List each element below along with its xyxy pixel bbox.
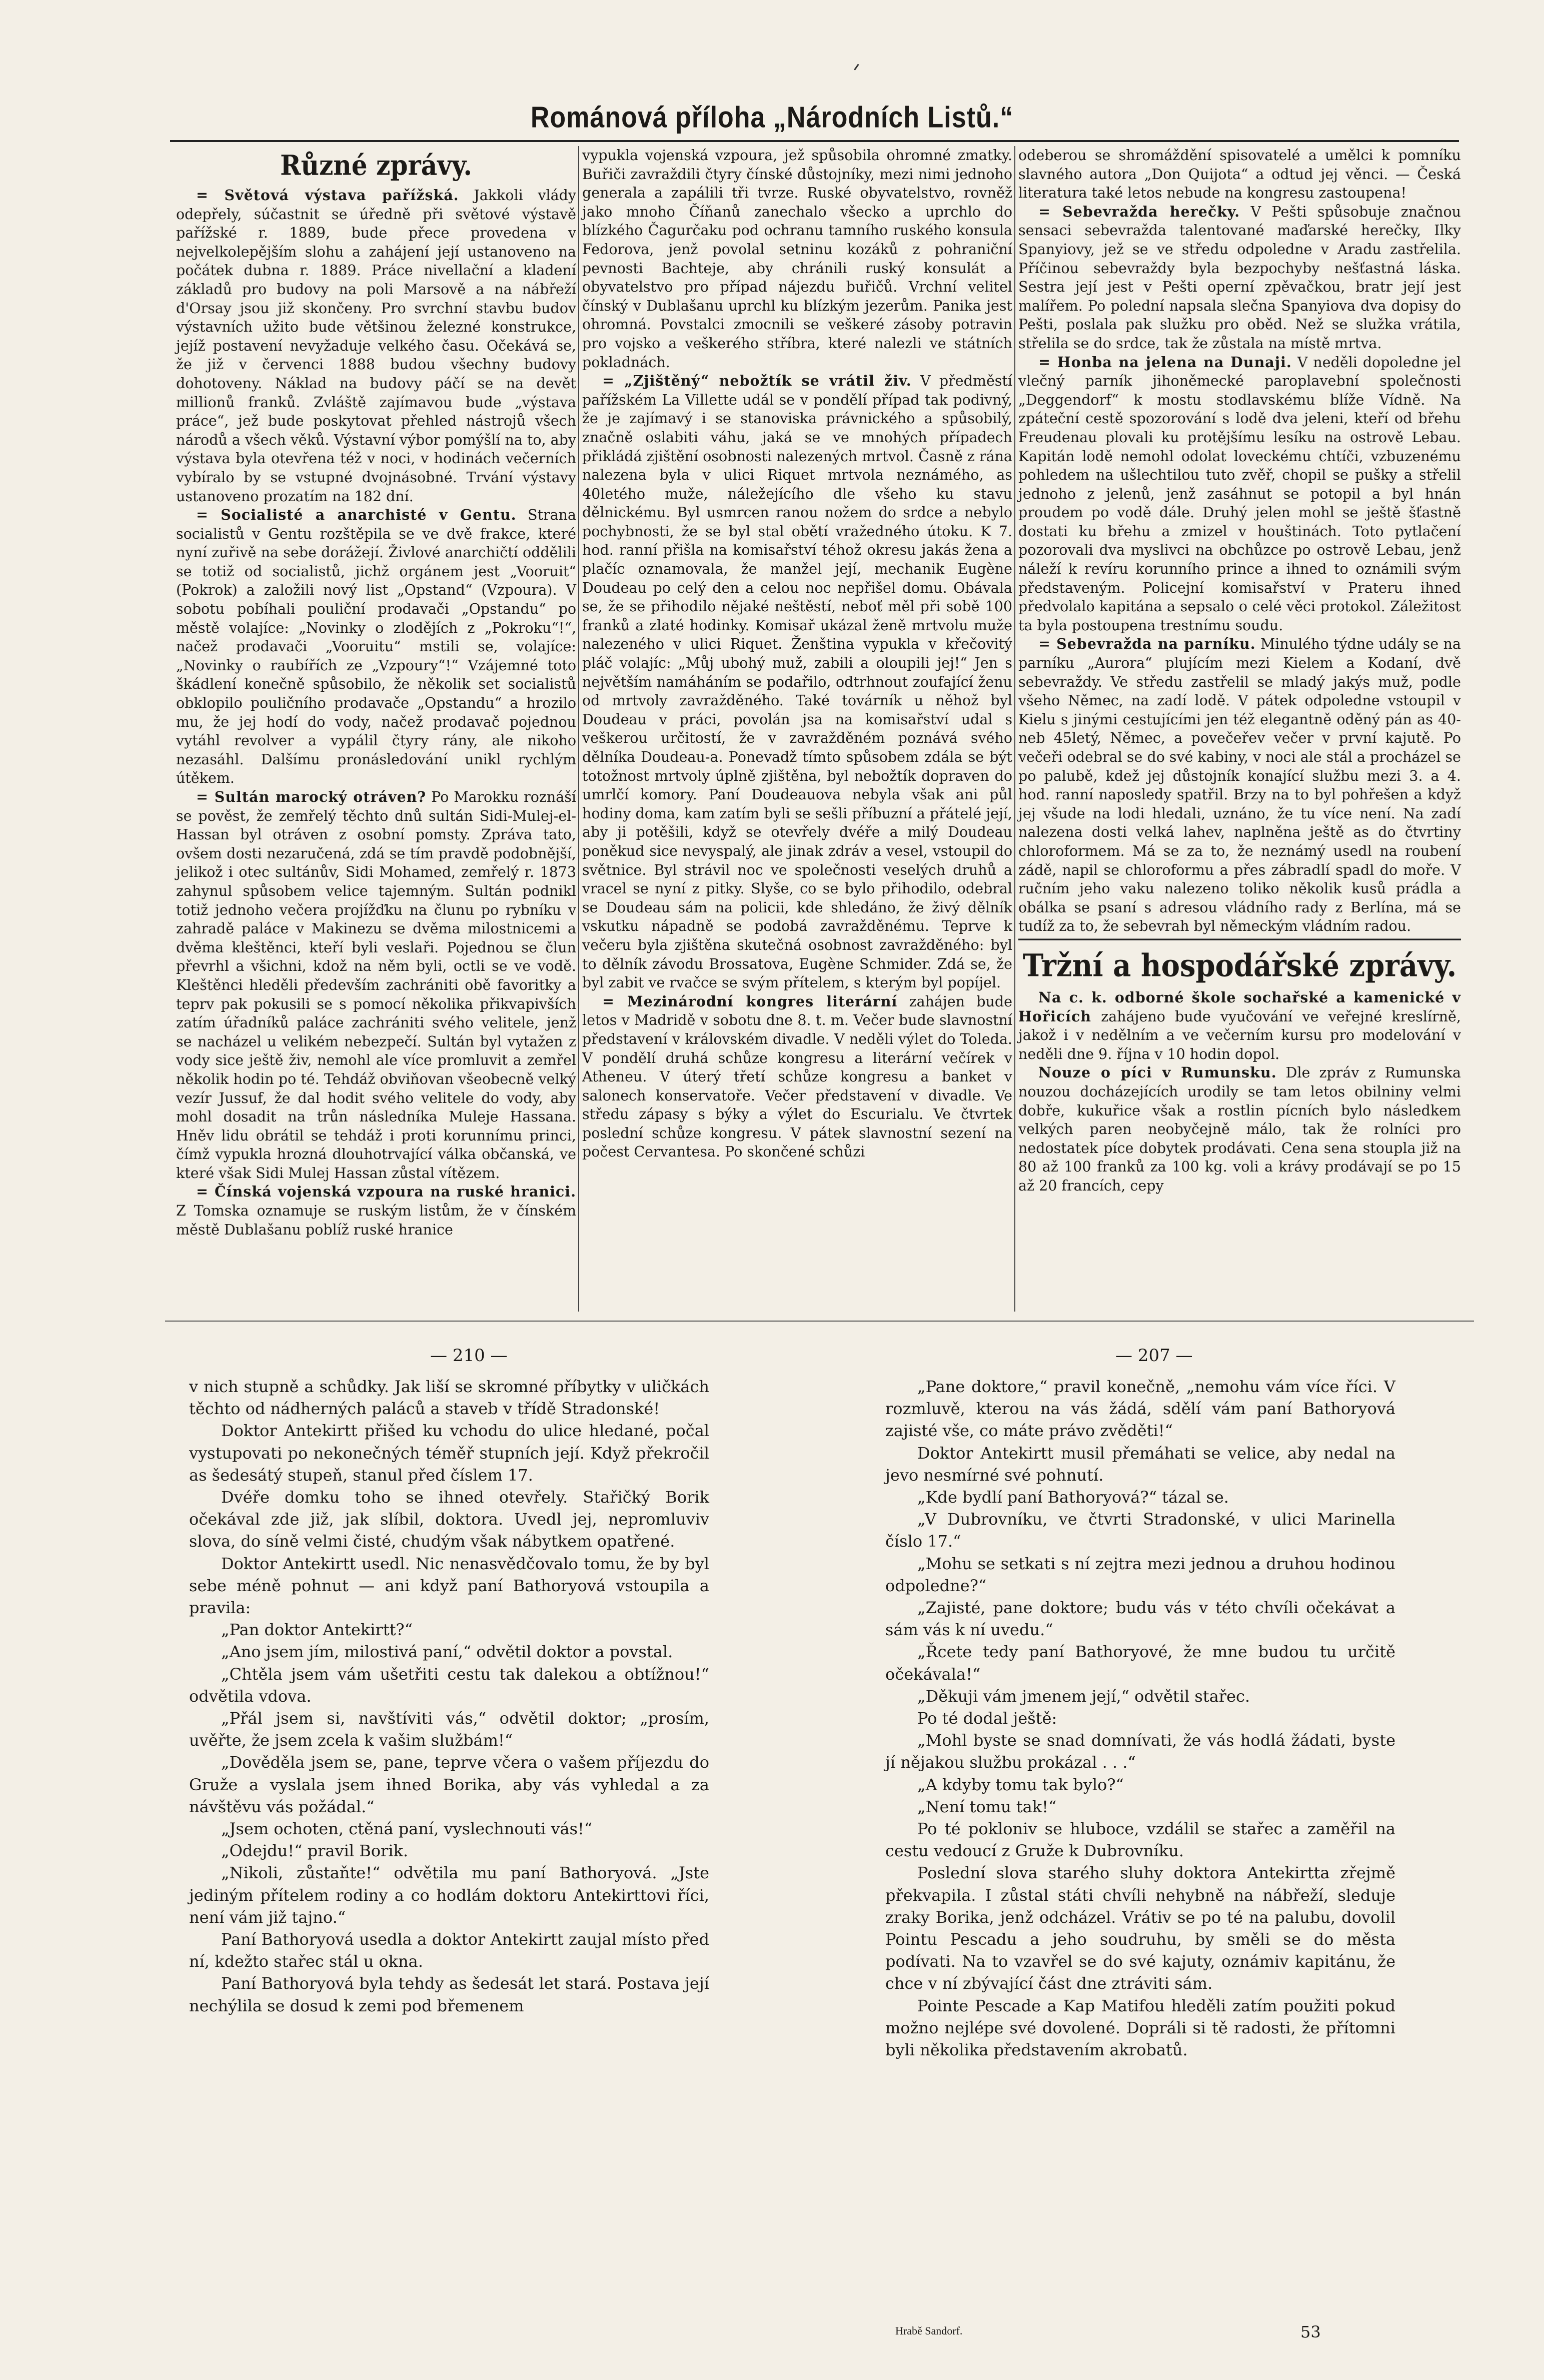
page-separator: [165, 1321, 1474, 1322]
news-item-text: Po Marokku roznáší se pověst, že zemřelý těchto dnů sultán Sidi-Mulej-el-Hassan byl otráven z osobní pomsty. Zpráva tato, ovšem dosti nezaručená, zdá se tím pravdě podobnější, jelikož i otec sultánův, Sidi Mohamed, zemřelý r. 1873 zahynul spůsobem velice tajemným. Sultán podnikl totiž jednoho večera projížďku na člunu po rybníku v zahradě paláce v Makinezu se dvěma milostnicemi a dvěma kleštěnci, kteří byli veslaři. Pojednou se člun převrhl a všichni, kdož na něm byli, octli se ve vodě. Kleštěnci hleděli především zachrániti obě favoritky a teprv pak pokusili se s pomocí několika přikvapivších zatím úřadníků paláce zachrániti svého velitele, jenž se nacházel u velikém nebezpečí. Sultán byl vytažen z vody sice ještě živ, nemohl ale více promluvit a zemřel několik hodin po té. Tehdáž obviňovan všeobecně velký vezír Jussuf, že dal hodit svého velitele do vody, aby mohl dosadit na trůn následníka Muleje Hassana. Hněv lidu obrátil se tehdáž i proti korunnímu princi, čímž vypukla hrozná dlouhotrvající válka občanská, ve které však Sidi Mulej Hassan zůstal vítězem.: [176, 789, 576, 1181]
news-item-heading: Na c. k. odborné škole sochařské a kamenické v Hořicích: [1018, 988, 1461, 1025]
novel-paragraph: Doktor Antekirtt usedl. Nic nenasvědčovalo tomu, že by byl sebe méně pohnut — ani když paní Bathoryová vstoupila a pravila:: [189, 1554, 709, 1618]
column-2: [582, 146, 1012, 1161]
novel-paragraph: „Nikoli, zůstaňte!“ odvětila mu paní Bathoryová. „Jste jediným přítelem rodiny a co hodlám doktoru Antekirttovi říci, není vám již tajno.“: [189, 1863, 709, 1927]
news-item: [1018, 635, 1461, 936]
news-item-heading: Nouze o píci v Rumunsku.: [1038, 1064, 1277, 1081]
novel-paragraph: „Řcete tedy paní Bathoryové, že mne budou tu určitě očekávala!“: [885, 1642, 1395, 1684]
novel-paragraph: „A kdyby tomu tak bylo?“: [917, 1775, 1124, 1794]
novel-paragraph: „Není tomu tak!“: [917, 1797, 1057, 1816]
news-item: [1018, 146, 1461, 203]
footer-author: Hrabě Sandorf.: [895, 2324, 963, 2337]
section-title: Různé zprávy.: [280, 149, 472, 182]
news-item-text: V Pešti spůsobuje značnou sensaci sebevražda talentované maďarské herečky, Ilky Spanyiovy, jež se ve středu odpoledne v Aradu zastřelila. Příčinou sebevraždy byla bezpochyby nešťastná láska. Sestra její jest v Pešti operní zpěvačkou, bratr její jest malířem. Po polední napsala slečna Spanyiova dva dopisy do Pešti, poslala pak služku pro oběd. Než se služka vrátila, střelila se do srdce, tak že zůstala na místě mrtva.: [1018, 203, 1461, 352]
novel-paragraph: „Pane doktore,“ pravil konečně, „nemohu vám více říci. V rozmluvě, kterou na vás žádá, sdělí vám paní Bathoryová zajisté vše, co máte právo zvěděti!“: [885, 1377, 1395, 1441]
novel-paragraph: „Zajisté, pane doktore; budu vás v této chvíli očekávat a sám vás k ní uvedu.“: [885, 1598, 1395, 1640]
novel-paragraph: „Mohl byste se snad domnívati, že vás hodlá žádati, byste jí nějakou službu prokázal . . .“: [885, 1731, 1395, 1772]
column-divider: [578, 146, 579, 1312]
novel-column-left: [189, 1376, 709, 2017]
news-item: [1018, 203, 1461, 353]
masthead: Románová příloha „Národních Listů.“: [530, 101, 1014, 135]
page-number-left: — 210 —: [430, 1346, 508, 1366]
novel-paragraph: „Mohu se setkati s ní zejtra mezi jednou a druhou hodinou odpoledne?“: [885, 1554, 1395, 1595]
news-item-text: Jakkoli vlády odepřely, súčastnit se úředně při světové výstavě pařížské r. 1889, bude přece provedena v nejvelkolepějším slohu a zahájení její ustanoveno na počátek dubna r. 1889. Práce nivellační a kladení základů pro budovy na poli Marsově a na nábřeží d'Orsay jsou již skončeny. Pro svrchní stavbu budov výstavních užito bude většinou železné konstrukce, jejíž postavení nevyžaduje velkého času. Očekává se, že již v červenci 1888 budou všechny budovy dohotoveny. Náklad na budovy páčí se na devět millionů franků. Zvláště zajímavou bude „výstava práce“, jež bude poskytovat přehled nástrojů všech národů a všech věků. Výstavní výbor pomýšlí na to, aby výstava byla otevřena též v noci, v hodinách večerních vybíralo by se vstupné dvojnásobné. Trvání výstavy ustanoveno prozatím na 182 dní.: [176, 187, 576, 505]
novel-paragraph: „Dověděla jsem se, pane, teprve včera o vašem příjezdu do Gruže a vyslala jsem ihned Borika, aby vás vyhledal a za návštěvu vás požádal.“: [189, 1753, 709, 1816]
column-1: [176, 146, 576, 1239]
novel-paragraph: Doktor Antekirtt přišed ku vchodu do ulice hledané, počal vystupovati po nekonečných téměř stupních její. Když překročil as šedesátý stupeň, stanul před číslem 17.: [189, 1421, 709, 1485]
novel-paragraph: Pointe Pescade a Kap Matifou hleděli zatím použiti pokud možno nejlépe své dovolené. Dopráli si tě radosti, že přítomni byli několika představením akrobatů.: [885, 1996, 1395, 2060]
novel-paragraph: Paní Bathoryová byla tehdy as šedesát let stará. Postava její nechýlila se dosud k zemi pod břemenem: [189, 1974, 709, 2015]
news-item-heading: = „Zjištěný“ nebožtík se vrátil živ.: [602, 372, 912, 390]
novel-paragraph: „Odejdu!“ pravil Borik.: [221, 1841, 409, 1861]
news-item: [176, 506, 576, 788]
novel-paragraph: Doktor Antekirtt musil přemáhati se velice, aby nedal na jevo nesmírné své pohnutí.: [885, 1443, 1395, 1485]
novel-paragraph: v nich stupně a schůdky. Jak liší se skromné příbytky v uličkách těchto od nádherných paláců a staveb v třídě Stradonské!: [189, 1377, 709, 1419]
news-item: [176, 1182, 576, 1239]
news-item-text: Z Tomska oznamuje se ruským listům, že v čínském městě Dublašanu poblíž ruské hranice: [176, 1203, 576, 1238]
news-item-text: zahájen bude letos v Madridě v sobotu dne 8. t. m. Večer bude slavnostní představení v královském divadle. V neděli výlet do Toleda. V pondělí druhá schůze kongresu a literární večírek v Atheneu. V úterý třetí schůze kongresu a banket v salonech konservatoře. Večer představení v divadle. Ve středu zápasy s býky a výlet do Escurialu. Ve čtvrtek poslední schůze kongresu. V pátek slavnostní sezení na počest Cervantesa. Po skončené schůzi: [582, 993, 1012, 1160]
news-item: [176, 788, 576, 1182]
news-item-text: V předměstí pařížském La Villette udál se v pondělí případ tak podivný, že je zajímavý i se stanoviska právnického a spůsobilý, značně oslabiti váhu, jaká se ve mnohých případech přikládá zjištění osobnosti nalezených mrtvol. Časně z rána nalezena byla v ulici Riquet mrtvola neznámého, as 40letého muže, náležejícího dle všeho ku stavu dělnickému. Byl usmrcen ranou nožem do srdce a nebylo pochybnosti, že se byl stal obětí vražedného útoku. K 7. hod. ranní přišla na komisařství téhož okresu jakás žena a plačíc oznamovala, že manžel její, mechanik Eugène Doudeau po celý den a celou noc nepřišel domu. Obávala se, že se přihodilo nějaké neštěstí, neboť měl při sobě 100 franků a zlaté hodinky. Komisař ukázal ženě mrtvolu muže nalezeného v ulici Riquet. Ženština vypukla v křečovitý pláč volajíc: „Můj ubohý muž, zabili a oloupili jej!“ Jen s největším namáháním se podařilo, odtrhnout zoufající ženu od mrtvoly zavražděného. Také továrník u něhož byl Doudeau v práci, povolán jsa na komisařství udal s veškerou určitostí, že v zavražděném poznává svého dělníka Doudeau-a. Ponevadž tímto spůsobem zdála se být totožnost mrtvoly úplně zjištěna, byl nebožtík dopraven do umrlčí komory. Paní Doudeauova nebyla však ani půl hodiny doma, kam zatím byli se sešli příbuzní a přátelé její, aby ji potěšili, když se otevřely dvéře a milý Doudeau poněkud sice nevyspalý, ale jinak zdráv a vesel, vstoupil do světnice. Byl strávil noc ve společnosti veselých druhů a vracel se nyní z pitky. Slyše, co se bylo přihodilo, odebral se Doudeau sám na policii, kde shledáno, že živý dělník vskutku nápadně se podobá zavražděnému. Teprve k večeru byla zjištěna skutečná osobnost zavražděného: byl to dělník závodu Brossatova, Eugène Schmider. Zdá se, že byl zabit ve rvačce se svým přítelem, s kterým byl popíjel.: [582, 373, 1012, 991]
novel-paragraph: „Jsem ochoten, ctěná paní, vyslechnouti vás!“: [221, 1819, 593, 1839]
novel-paragraph: „Pan doktor Antekirtt?“: [221, 1620, 413, 1640]
page-number-right: — 207 —: [1115, 1346, 1193, 1366]
footer-page-number: 53: [1300, 2322, 1321, 2341]
news-item: [582, 372, 1012, 992]
novel-paragraph: Po té pokloniv se hluboce, vzdálil se stařec a zaměřil na cestu vedoucí z Gruže k Dubrovníku.: [885, 1819, 1395, 1861]
news-item-heading: = Honba na jelena na Dunaji.: [1038, 353, 1292, 371]
novel-paragraph: „Děkuji vám jmenem její,“ odvětil stařec.: [917, 1686, 1250, 1706]
news-item-text: zahájeno bude vyučování ve veřejné kreslírně, jakož i v nedělním a ve večerním kursu pro modelování v neděli dne 9. října v 10 hodin dopol.: [1018, 1008, 1461, 1062]
novel-paragraph: Po té dodal ještě:: [917, 1709, 1057, 1728]
section-title: Tržní a hospodářské zprávy.: [1018, 938, 1461, 987]
news-item-heading: = Světová výstava pařížská.: [196, 187, 459, 204]
novel-paragraph: Dvéře domku toho se ihned otevřely. Stařičký Borik očekával zde již, jak slíbil, doktora. Uvedl jej, nepromluviv slova, do síně velmi čisté, chudým však nábytkem opatřené.: [189, 1488, 709, 1551]
news-item-heading: = Sebevražda na parníku.: [1038, 635, 1256, 653]
news-item-heading: = Mezinárodní kongres literární: [602, 992, 898, 1010]
news-item-text: V neděli dopoledne jel vlečný parník jihoněmecké paroplavební společnosti „Deggendorf“ k mostu stodlavskému blíže Vídně. Na zpáteční cestě spozorování s lodě dva jeleni, kteří od břehu Freudenau plovali ku protějšímu lesíku na ostrově Lebau. Kapitán lodě nemohl odolat loveckému chtíči, vzbuzenému pohledem na ušlechtilou tuto zvěř, chopil se pušky a střelil jednoho z jelenů, jenž zasáhnut se potopil a byl hnán proudem po vodě dále. Druhý jelen mohl se ještě šťastně dostati ku břehu a zmizel v houštinách. Toto pytlačení pozorovali dva myslivci na obchůzce po ostrově Lebau, jenž náleží k revíru korunního prince a ihned to oznámili svým představeným. Policejní komisařství v Prateru ihned předvolalo kapitána a sepsalo o celé věci protokol. Záležitost ta byla postoupena trestnímu soudu.: [1018, 354, 1461, 634]
news-item-heading: = Čínská vojenská vzpoura na ruské hranici.: [196, 1183, 576, 1201]
column-divider: [1014, 146, 1015, 1312]
news-item-text: odeberou se shromáždění spisovatelé a umělci k pomníku slavného autora „Don Quijota“ a odtud jej věnci. — Česká literatura také letos nebude na kongresu zastoupena!: [1018, 147, 1461, 202]
news-item-text: vypukla vojenská vzpoura, jež spůsobila ohromné zmatky. Buřiči zavraždili čtyry čínské důstojníky, mezi nimi jednoho generala a zapálili tři tvrze. Ruské obyvatelstvo, rovněž jako mnoho Číňanů zanechalo všecko a uprchlo do blízkého Čagurčaku pod ochranu tamního ruského konsula Fedorova, jenž povolal setninu kozáků z pohraniční pevnosti Bachteje, aby chránili ruský konsulát a obyvatelstvo pro případ nájezdu buřičů. Vrchní velitel čínský v Dublašanu uprchl ku blízkým jezerům. Panika jest ohromná. Povstalci zmocnili se veškeré zásoby potravin pro vojsko a veškerého stříbra, které nalezli ve státních pokladnách.: [582, 147, 1012, 371]
novel-paragraph: Paní Bathoryová usedla a doktor Antekirtt zaujal místo před ní, kdežto stařec stál u okna.: [189, 1930, 709, 1971]
novel-paragraph: „Chtěla jsem vám ušetřiti cestu tak dalekou a obtížnou!“ odvětila vdova.: [189, 1664, 709, 1706]
news-item-text: Minulého týdne udály se na parníku „Aurora“ plujícím mezi Kielem a Kodaní, dvě sebevraždy. Ve středu zastřelil se mladý jakýs muž, podle všeho Němec, na zadí lodě. V pátek odpoledne vstoupil v Kielu s jinými cestujícími jen též elegantně oděný pán as 40- neb 45letý, Němec, a povečeřev večer v první kajutě. Po večeři odebral se do své kabiny, v noci ale stál a procházel se po palubě, kdež jej důstojník konající službu mezi 3. a 4. hod. ranní naposledy spatřil. Brzy na to byl pohřešen a když jej všude na lodi hledali, uznáno, že tu více není. Na zadí nalezena dosti velká lahev, naplněna ještě as do čtvrtiny chloroformem. Má se za to, že neznámý usedl na roubení zádě, napil se chloroformu a přes zábradlí spadl do moře. V ručním jeho vaku nalezeno toliko několik kusů prádla a obálka se psaní s adresou vládního rady z Berlína, má se tudíž za to, že sebevrah byl německým vládním radou.: [1018, 636, 1461, 935]
news-item: [582, 146, 1012, 372]
ink-mark: [854, 64, 863, 74]
news-item: [582, 992, 1012, 1161]
novel-paragraph: „Přál jsem si, navštíviti vás,“ odvětil doktor; „prosím, uvěřte, že jsem zcela k vašim službám!“: [189, 1709, 709, 1750]
novel-paragraph: „Ano jsem jím, milostivá paní,“ odvětil doktor a povstal.: [221, 1642, 673, 1662]
novel-column-right: [885, 1376, 1395, 2061]
news-item-text: Dle zpráv z Rumunska nouzou docházejících urodily se tam letos obilniny velmi dobře, kukuřice však a rostlin pícních bylo následkem velkých paren neobyčejně málo, tak že rolníci pro nedostatek píce dobytek prodávati. Cena sena stoupla již na 80 až 100 franků za 100 kg. voli a krávy prodávají se po 15 až 20 francích, cepy: [1018, 1064, 1461, 1194]
news-item: [176, 186, 576, 506]
novel-paragraph: „Kde bydlí paní Bathoryová?“ tázal se.: [917, 1488, 1229, 1507]
novel-paragraph: Poslední slova starého sluhy doktora Antekirtta zřejmě překvapila. I zůstal státi chvíli nehybně na nábřeží, sleduje zraky Borika, jenž odcházel. Vrátiv se po té na palubu, dovolil Pointu Pescadu a jeho soudruhu, by směli se do města podívati. Na to vzavřel se do své kajuty, oznámiv kapitánu, že chce v ní zbývající část dne ztráviti sám.: [885, 1863, 1395, 1993]
news-item: [1018, 353, 1461, 635]
news-item-heading: = Socialisté a anarchisté v Gentu.: [196, 506, 517, 524]
novel-paragraph: „V Dubrovníku, ve čtvrti Stradonské, v ulici Marinella číslo 17.“: [885, 1510, 1395, 1551]
news-item-heading: = Sebevražda herečky.: [1038, 203, 1240, 220]
masthead-rule: [170, 140, 1459, 142]
news-item: [1018, 1063, 1461, 1195]
news-item: [1018, 988, 1461, 1063]
column-3: [1018, 146, 1461, 1195]
news-item-heading: = Sultán marocký otráven?: [196, 788, 427, 805]
news-item-text: Strana socialistů v Gentu rozštěpila se ve dvě frakce, které nyní zuřivě na sebe dorážejí. Živlové anarchičtí oddělili se totiž od socialistů, jichž orgánem jest „Vooruit“ (Pokrok) a založili nový list „Opstand“ (Vzpoura). V sobotu pobíhali pouliční prodavači „Opstandu“ po městě volajíce: „Novinky o zlodějích z „Pokroku“!“, načež prodavači „Vooruitu“ mstili se, volajíce: „Novinky o raubířích ze „Vzpoury“!“ Vzájemné toto škádlení konečně spůsobilo, že několik set socialistů obklopilo pouličního prodavače „Opstandu“ a hrozilo mu, že jej hodí do vody, načež prodavač pojednou vytáhl revolver a vypálil čtyry rány, ale nikoho nezasáhl. Dalšímu pronásledování unikl rychlým útěkem.: [176, 507, 576, 787]
